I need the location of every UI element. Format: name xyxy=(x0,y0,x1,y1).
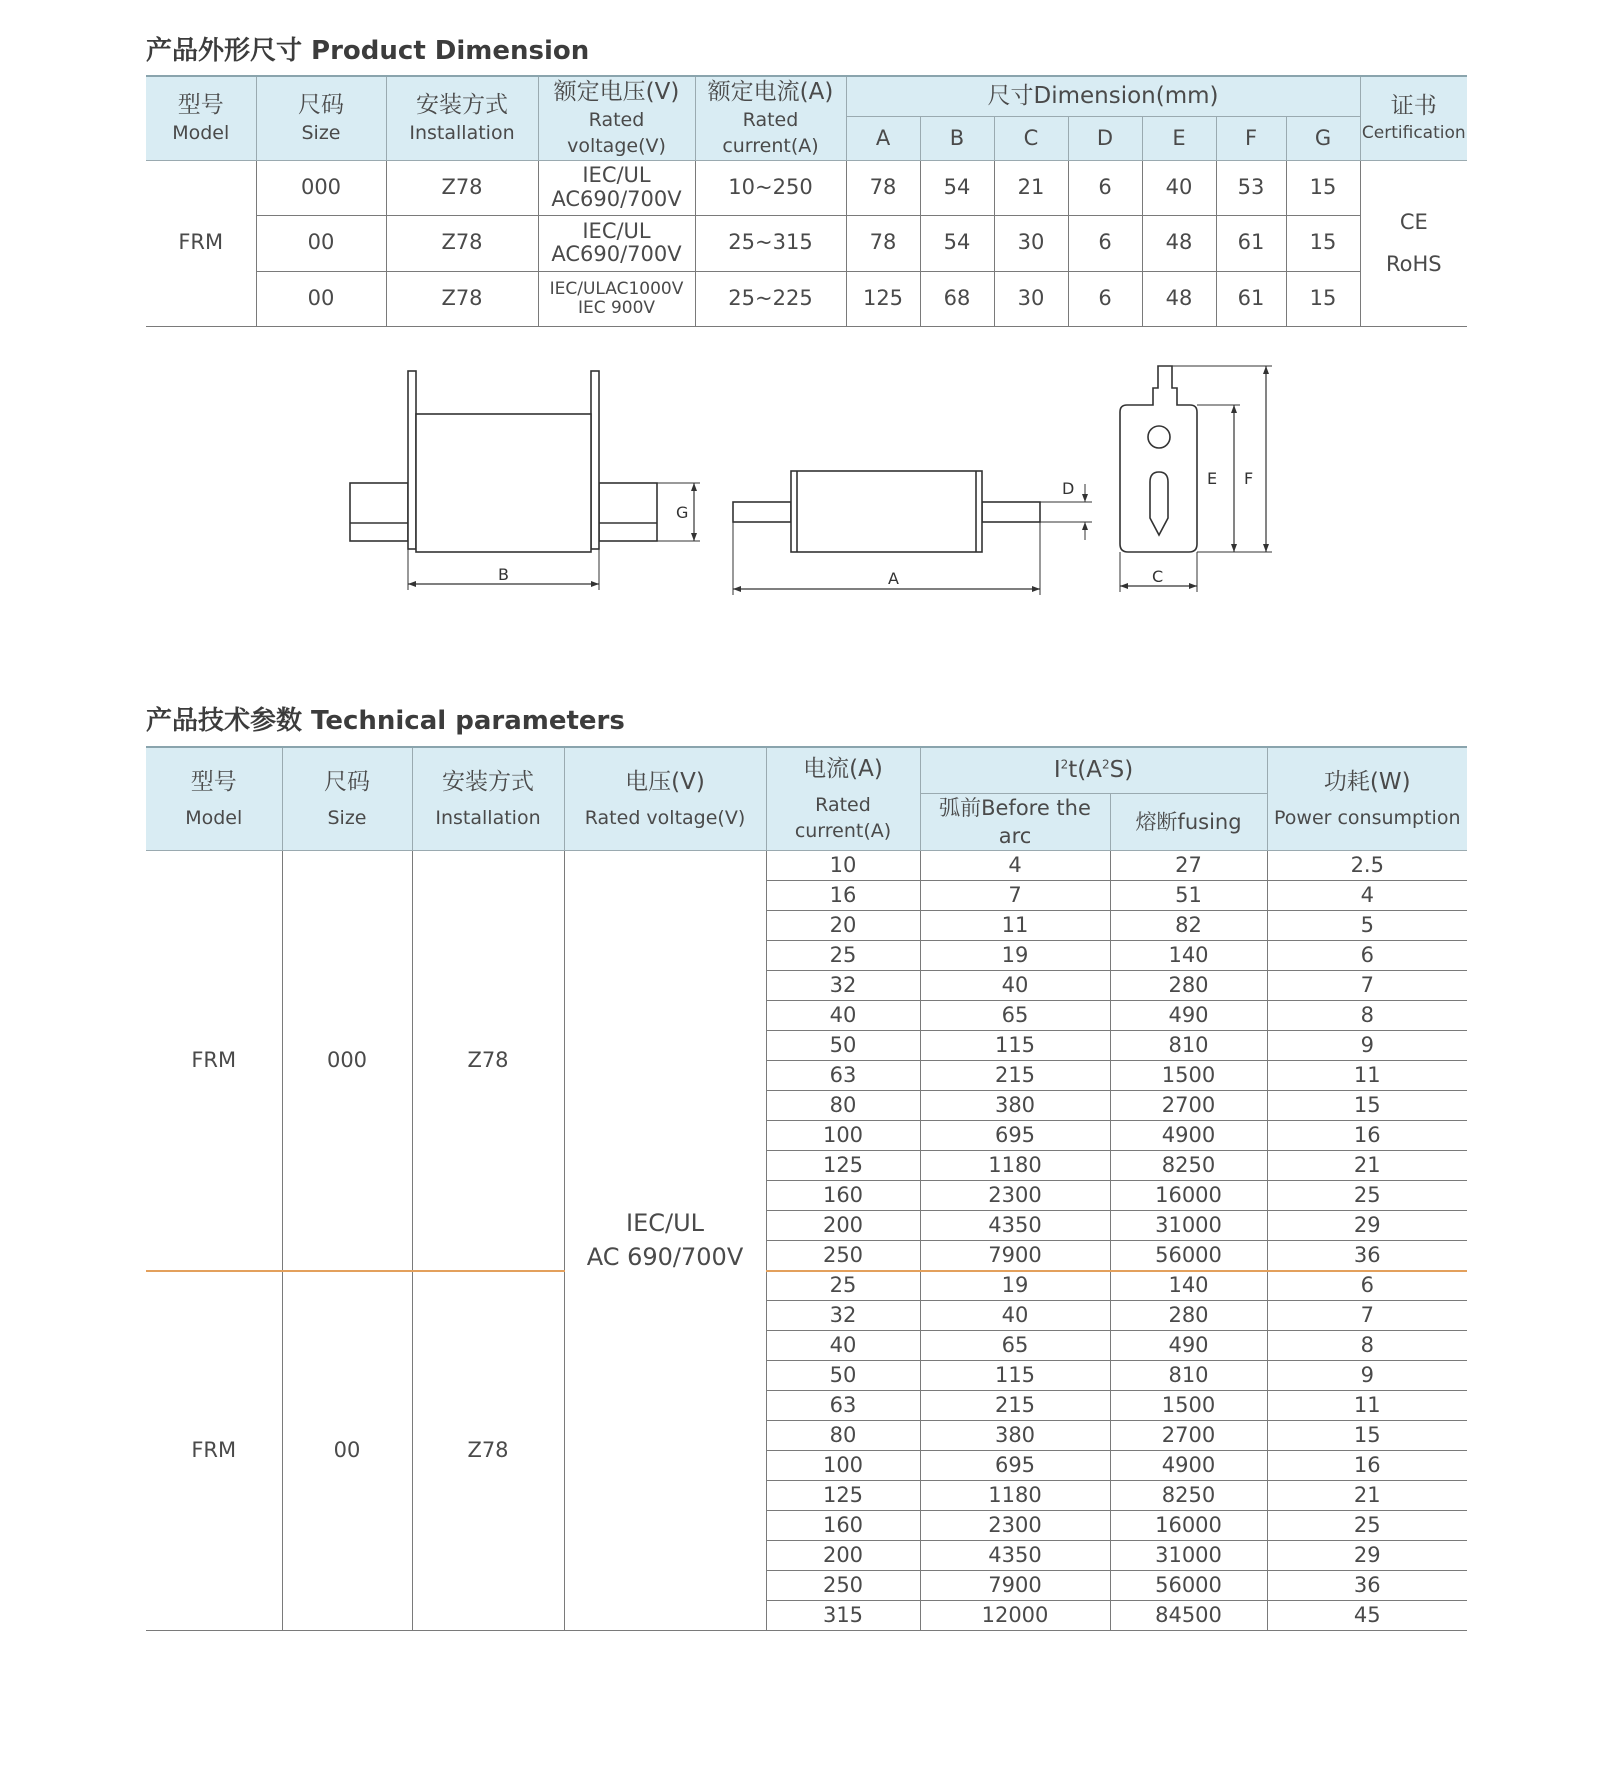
power-cell: 11 xyxy=(1267,1061,1467,1091)
label-d: D xyxy=(1062,479,1075,498)
fusing-cell: 2700 xyxy=(1110,1421,1267,1451)
pre-arc-cell: 65 xyxy=(920,1331,1110,1361)
header-dim-f: F xyxy=(1216,116,1286,160)
current-cell: 80 xyxy=(766,1421,920,1451)
power-cell: 7 xyxy=(1267,971,1467,1001)
fusing-cell: 8250 xyxy=(1110,1151,1267,1181)
fusing-cell: 280 xyxy=(1110,971,1267,1001)
fusing-cell: 56000 xyxy=(1110,1241,1267,1271)
fusing-cell: 490 xyxy=(1110,1331,1267,1361)
group-model-cell: FRM xyxy=(146,851,282,1271)
dimension-section-title: 产品外形尺寸 Product Dimension xyxy=(146,36,590,66)
fusing-cell: 1500 xyxy=(1110,1061,1267,1091)
label-g: G xyxy=(676,503,689,522)
pre-arc-cell: 695 xyxy=(920,1121,1110,1151)
fusing-cell: 140 xyxy=(1110,941,1267,971)
header-size: 尺码 Size xyxy=(256,76,386,160)
current-cell: 32 xyxy=(766,971,920,1001)
power-cell: 8 xyxy=(1267,1331,1467,1361)
fusing-cell: 280 xyxy=(1110,1301,1267,1331)
fusing-cell: 82 xyxy=(1110,911,1267,941)
header-dim-b: B xyxy=(920,116,994,160)
pre-arc-cell: 2300 xyxy=(920,1181,1110,1211)
pre-arc-cell: 1180 xyxy=(920,1481,1110,1511)
group-install-cell: Z78 xyxy=(412,851,564,1271)
pre-arc-cell: 695 xyxy=(920,1451,1110,1481)
pre-arc-cell: 380 xyxy=(920,1091,1110,1121)
power-cell: 5 xyxy=(1267,911,1467,941)
dimension-table xyxy=(146,75,1467,327)
label-f: F xyxy=(1244,469,1254,488)
label-e: E xyxy=(1207,469,1218,488)
fusing-cell: 51 xyxy=(1110,881,1267,911)
pre-arc-cell: 40 xyxy=(920,971,1110,1001)
fusing-cell: 4900 xyxy=(1110,1451,1267,1481)
pre-arc-cell: 4350 xyxy=(920,1211,1110,1241)
pre-arc-cell: 115 xyxy=(920,1361,1110,1391)
current-cell: 63 xyxy=(766,1391,920,1421)
header-dim-g: G xyxy=(1286,116,1360,160)
power-cell: 29 xyxy=(1267,1541,1467,1571)
pre-arc-cell: 19 xyxy=(920,1271,1110,1301)
fusing-cell: 810 xyxy=(1110,1361,1267,1391)
power-cell: 36 xyxy=(1267,1571,1467,1601)
current-cell: 160 xyxy=(766,1181,920,1211)
pre-arc-cell: 40 xyxy=(920,1301,1110,1331)
pre-arc-cell: 1180 xyxy=(920,1151,1110,1181)
current-cell: 315 xyxy=(766,1601,920,1631)
power-cell: 16 xyxy=(1267,1121,1467,1151)
power-cell: 25 xyxy=(1267,1511,1467,1541)
power-cell: 9 xyxy=(1267,1361,1467,1391)
power-cell: 36 xyxy=(1267,1241,1467,1271)
tech-header-power: 功耗(W) Power consumption xyxy=(1267,747,1467,851)
header-dimension-group: 尺寸Dimension(mm) xyxy=(846,76,1360,116)
table-row: 00 Z78 IEC/UL AC690/700V 25~315 78 54 30 6 48 61 15 xyxy=(146,215,1467,271)
header-rated-voltage: 额定电压(V) Rated voltage(V) xyxy=(538,76,695,160)
header-certification: 证书 Certification xyxy=(1360,76,1467,160)
fusing-cell: 16000 xyxy=(1110,1511,1267,1541)
table-row: 00 Z78 IEC/ULAC1000V IEC 900V 25~225 125 68 30 6 48 61 15 xyxy=(146,271,1467,326)
pre-arc-cell: 65 xyxy=(920,1001,1110,1031)
current-cell: 50 xyxy=(766,1031,920,1061)
header-dim-d: D xyxy=(1068,116,1142,160)
tech-header-installation: 安装方式 Installation xyxy=(412,747,564,851)
label-c: C xyxy=(1152,567,1164,586)
current-cell: 50 xyxy=(766,1361,920,1391)
fusing-cell: 27 xyxy=(1110,851,1267,881)
fuse-side-view-drawing xyxy=(350,371,700,590)
fusing-cell: 16000 xyxy=(1110,1181,1267,1211)
table-row xyxy=(146,1271,1467,1301)
tech-header-current: 电流(A) Rated current(A) xyxy=(766,747,920,851)
header-dim-e: E xyxy=(1142,116,1216,160)
current-cell: 20 xyxy=(766,911,920,941)
power-cell: 7 xyxy=(1267,1301,1467,1331)
fusing-cell: 31000 xyxy=(1110,1211,1267,1241)
power-cell: 29 xyxy=(1267,1211,1467,1241)
pre-arc-cell: 7900 xyxy=(920,1571,1110,1601)
current-cell: 25 xyxy=(766,941,920,971)
power-cell: 15 xyxy=(1267,1421,1467,1451)
pre-arc-cell: 215 xyxy=(920,1061,1110,1091)
table-row xyxy=(146,851,1467,881)
current-cell: 200 xyxy=(766,1541,920,1571)
pre-arc-cell: 19 xyxy=(920,941,1110,971)
power-cell: 8 xyxy=(1267,1001,1467,1031)
power-cell: 45 xyxy=(1267,1601,1467,1631)
current-cell: 80 xyxy=(766,1091,920,1121)
header-installation: 安装方式 Installation xyxy=(386,76,538,160)
fusing-cell: 4900 xyxy=(1110,1121,1267,1151)
pre-arc-cell: 7 xyxy=(920,881,1110,911)
fusing-cell: 8250 xyxy=(1110,1481,1267,1511)
pre-arc-cell: 215 xyxy=(920,1391,1110,1421)
tech-header-i2t: $I^2t(A^2S)$ xyxy=(920,747,1267,793)
tech-header-pre-arc: 弧前Before the arc xyxy=(920,793,1110,851)
power-cell: 21 xyxy=(1267,1481,1467,1511)
current-cell: 160 xyxy=(766,1511,920,1541)
tech-header-fusing: 熔断fusing xyxy=(1110,793,1267,851)
pre-arc-cell: 12000 xyxy=(920,1601,1110,1631)
dimension-drawings xyxy=(0,340,1602,600)
fusing-cell: 810 xyxy=(1110,1031,1267,1061)
technical-table xyxy=(146,746,1467,1631)
group-install-cell: Z78 xyxy=(412,1271,564,1631)
fuse-top-view-drawing xyxy=(733,471,1092,595)
label-b: B xyxy=(498,565,509,584)
power-cell: 11 xyxy=(1267,1391,1467,1421)
power-cell: 16 xyxy=(1267,1451,1467,1481)
group-model-cell: FRM xyxy=(146,1271,282,1631)
fusing-cell: 2700 xyxy=(1110,1091,1267,1121)
power-cell: 6 xyxy=(1267,1271,1467,1301)
header-dim-a: A xyxy=(846,116,920,160)
header-model: 型号 Model xyxy=(146,76,256,160)
tech-header-size: 尺码 Size xyxy=(282,747,412,851)
pre-arc-cell: 4350 xyxy=(920,1541,1110,1571)
pre-arc-cell: 4 xyxy=(920,851,1110,881)
power-cell: 21 xyxy=(1267,1151,1467,1181)
pre-arc-cell: 11 xyxy=(920,911,1110,941)
power-cell: 2.5 xyxy=(1267,851,1467,881)
current-cell: 250 xyxy=(766,1571,920,1601)
voltage-cell: IEC/UL AC 690/700V xyxy=(564,851,766,1631)
current-cell: 200 xyxy=(766,1211,920,1241)
technical-section-title: 产品技术参数 Technical parameters xyxy=(146,706,625,736)
current-cell: 250 xyxy=(766,1241,920,1271)
pre-arc-cell: 7900 xyxy=(920,1241,1110,1271)
tech-header-voltage: 电压(V) Rated voltage(V) xyxy=(564,747,766,851)
pre-arc-cell: 380 xyxy=(920,1421,1110,1451)
model-cell: FRM xyxy=(146,160,256,326)
certification-cell: CE RoHS xyxy=(1360,160,1467,326)
current-cell: 32 xyxy=(766,1301,920,1331)
power-cell: 15 xyxy=(1267,1091,1467,1121)
pre-arc-cell: 115 xyxy=(920,1031,1110,1061)
fusing-cell: 1500 xyxy=(1110,1391,1267,1421)
header-dim-c: C xyxy=(994,116,1068,160)
pre-arc-cell: 2300 xyxy=(920,1511,1110,1541)
fusing-cell: 84500 xyxy=(1110,1601,1267,1631)
group-size-cell: 00 xyxy=(282,1271,412,1631)
fusing-cell: 140 xyxy=(1110,1271,1267,1301)
current-cell: 40 xyxy=(766,1001,920,1031)
current-cell: 125 xyxy=(766,1151,920,1181)
current-cell: 10 xyxy=(766,851,920,881)
current-cell: 100 xyxy=(766,1121,920,1151)
current-cell: 16 xyxy=(766,881,920,911)
group-size-cell: 000 xyxy=(282,851,412,1271)
current-cell: 25 xyxy=(766,1271,920,1301)
fusing-cell: 56000 xyxy=(1110,1571,1267,1601)
fusing-cell: 31000 xyxy=(1110,1541,1267,1571)
power-cell: 9 xyxy=(1267,1031,1467,1061)
tech-header-model: 型号 Model xyxy=(146,747,282,851)
current-cell: 40 xyxy=(766,1331,920,1361)
table-row: FRM 000 Z78 IEC/UL AC690/700V 10~250 78 54 21 6 40 53 15 CE RoHS xyxy=(146,160,1467,215)
fusing-cell: 490 xyxy=(1110,1001,1267,1031)
power-cell: 25 xyxy=(1267,1181,1467,1211)
current-cell: 125 xyxy=(766,1481,920,1511)
header-rated-current: 额定电流(A) Rated current(A) xyxy=(695,76,846,160)
power-cell: 4 xyxy=(1267,881,1467,911)
label-a: A xyxy=(888,569,899,588)
current-cell: 63 xyxy=(766,1061,920,1091)
power-cell: 6 xyxy=(1267,941,1467,971)
current-cell: 100 xyxy=(766,1451,920,1481)
